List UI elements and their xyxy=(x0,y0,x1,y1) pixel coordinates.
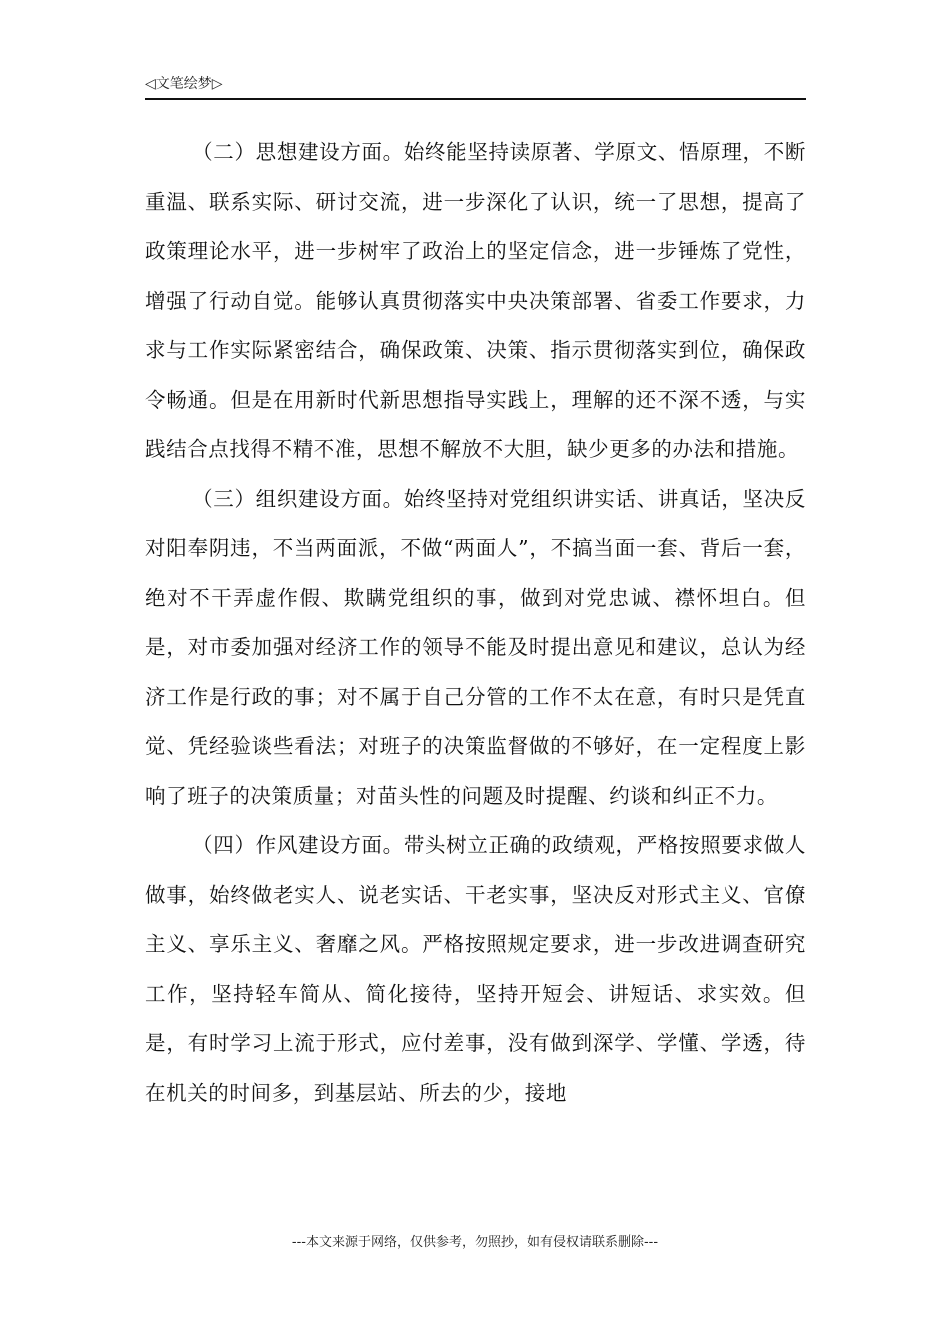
page-header xyxy=(145,74,806,100)
paragraph-organizational-building: （三）组织建设方面。始终坚持对党组织讲实话、讲真话，坚决反对阳奉阴违，不当两面派，不做“两面人”，不搞当面一套、背后一套，绝对不干弄虚作假、欺瞒党组织的事，做到对党忠诚、襟怀坦白。但是，对市委加强对经济工作的领导不能及时提出意见和建议，总认为经济工作是行政的事；对不属于自己分管的工作不太在意，有时只是凭直觉、凭经验谈些看法；对班子的决策监督做的不够好，在一定程度上影响了班子的决策质量；对苗头性的问题及时提醒、约谈和纠正不力。 xyxy=(145,486,806,808)
paragraph-work-style-building: （四）作风建设方面。带头树立正确的政绩观，严格按照要求做人做事，始终做老实人、说老实话、干老实事，坚决反对形式主义、官僚主义、享乐主义、奢靡之风。严格按照规定要求，进一步改进调查研究工作，坚持轻车简从、简化接待，坚持开短会、讲短话、求实效。但是，有时学习上流于形式，应付差事，没有做到深学、学懂、学透，待在机关的时间多，到基层站、所去的少，接地 xyxy=(145,833,806,1105)
footer-notice: ---本文来源于网络，仅供参考，勿照抄，如有侵权请联系删除--- xyxy=(291,1235,659,1250)
document-body xyxy=(145,128,806,1118)
paragraph-ideological-building: （二）思想建设方面。始终能坚持读原著、学原文、悟原理，不断重温、联系实际、研讨交流，进一步深化了认识，统一了思想，提高了政策理论水平，进一步树牢了政治上的坚定信念，进一步锤炼了党性，增强了行动自觉。能够认真贯彻落实中央决策部署、省委工作要求，力求与工作实际紧密结合，确保政策、决策、指示贯彻落实到位，确保政令畅通。但是在用新时代新思想指导实践上，理解的还不深不透，与实践结合点找得不精不准，思想不解放不大胆，缺少更多的办法和措施。 xyxy=(145,140,806,461)
header-label: ◁文笔绘梦▷ xyxy=(145,76,223,92)
